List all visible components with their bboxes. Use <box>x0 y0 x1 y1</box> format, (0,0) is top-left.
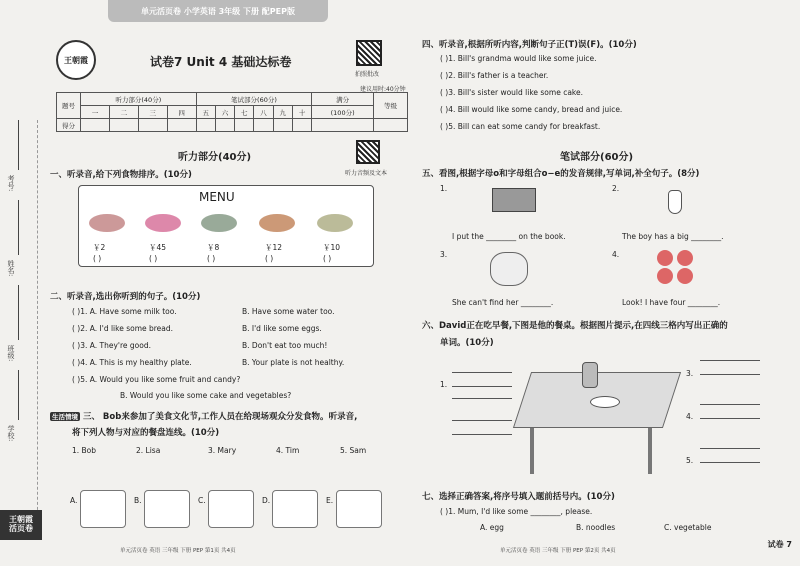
q2-option-b: B. Have some water too. <box>242 307 335 316</box>
table-cell: 三 <box>138 106 167 119</box>
q4-item: ( )5. Bill can eat some candy for breakfast. <box>440 122 601 131</box>
price: ￥12 <box>265 243 283 252</box>
table-leg <box>530 428 534 474</box>
plate-letter: E. <box>326 496 334 505</box>
soup-image <box>317 214 353 232</box>
answer-bracket[interactable]: ( ) <box>265 254 274 263</box>
table-cell: 一 <box>81 106 110 119</box>
footer-left: 单元活页卷 英语 三年级 下册 PEP 第1页 共4页 <box>120 548 236 554</box>
table-cell: 八 <box>254 106 273 119</box>
q6-title: 六、David正在吃早餐,下图是他的餐桌。根据图片提示,在四线三格内写出正确的 <box>422 321 728 331</box>
q5-sentence[interactable]: Look! I have four ________. <box>622 298 721 307</box>
page-title: 试卷7 Unit 4 基础达标卷 <box>150 55 292 69</box>
write-line[interactable] <box>700 418 760 419</box>
qr-caption: 听力音频及文本 <box>345 170 388 177</box>
q5-num: 4. <box>612 250 620 259</box>
dish-image <box>145 214 181 232</box>
q7-option-b[interactable]: B. noodles <box>576 523 616 532</box>
name-label: 姓名: <box>7 260 15 277</box>
table-cell: 五 <box>196 106 215 119</box>
person: 5. Sam <box>340 446 367 455</box>
q7-title: 七、选择正确答案,将序号填入题前括号内。(10分) <box>422 492 615 502</box>
q4-item: ( )1. Bill's grandma would like some juice. <box>440 54 597 63</box>
score-cell[interactable] <box>109 119 138 132</box>
publisher-logo: 王朝霞 <box>56 40 96 80</box>
table-header: 听力部分(40分) <box>81 93 197 106</box>
q3-title-text: 三、 Bob来参加了美食文化节,工作人员在给现场观众分发食物。听录音, <box>82 412 358 422</box>
write-line[interactable] <box>452 372 512 373</box>
q2-option-b: B. Don't eat too much! <box>242 341 328 350</box>
q5-num: 3. <box>440 250 448 259</box>
table-header: 笔试部分(60分) <box>196 93 312 106</box>
top-banner <box>108 0 328 22</box>
table-cell: 二 <box>109 106 138 119</box>
write-line[interactable] <box>452 398 512 399</box>
table-cell: 九 <box>273 106 292 119</box>
plate-a-image[interactable] <box>80 490 126 528</box>
time-note: 建议用时:40分钟 <box>360 86 406 93</box>
table-cell: 六 <box>215 106 234 119</box>
q2-item: ( )2. A. I'd like some bread. <box>72 324 174 333</box>
divider <box>18 200 19 255</box>
answer-bracket[interactable]: ( ) <box>93 254 102 263</box>
q5-title: 五、看图,根据字母o和字母组合o−e的发音规律,写单词,补全句子。(8分) <box>422 169 700 179</box>
plate-c-image[interactable] <box>208 490 254 528</box>
q2-item: ( )3. A. They're good. <box>72 341 151 350</box>
dish-image <box>259 214 295 232</box>
price: ￥2 <box>93 243 106 252</box>
table-header: 满分 <box>312 93 374 106</box>
q3-title <box>50 410 357 422</box>
written-heading: 笔试部分(60分) <box>560 152 634 163</box>
q5-sentence[interactable]: I put the ________ on the book. <box>452 232 566 241</box>
menu-title: MENU <box>199 190 235 204</box>
dish-image <box>201 214 237 232</box>
dog-image <box>490 252 528 286</box>
nose-image <box>668 190 682 214</box>
plate-d-image[interactable] <box>272 490 318 528</box>
school-label: 学校: <box>7 425 15 442</box>
q2-option-b: B. I'd like some eggs. <box>242 324 322 333</box>
score-cell[interactable] <box>254 119 273 132</box>
scenario-tag: 生活情境 <box>52 413 78 421</box>
score-cell[interactable] <box>215 119 234 132</box>
bottle-image <box>582 362 598 388</box>
menu-box <box>78 185 374 267</box>
answer-bracket[interactable]: ( ) <box>323 254 332 263</box>
price: ￥8 <box>207 243 220 252</box>
q2-item: ( )5. A. Would you like some fruit and candy? <box>72 375 241 384</box>
q5-sentence[interactable]: The boy has a big ________. <box>622 232 724 241</box>
score-cell[interactable] <box>196 119 215 132</box>
q7-question: ( )1. Mum, I'd like some ________, please. <box>440 507 593 516</box>
q5-sentence[interactable]: She can't find her ________. <box>452 298 554 307</box>
price: ￥10 <box>323 243 341 252</box>
listening-heading: 听力部分(40分) <box>178 152 252 163</box>
score-cell[interactable] <box>235 119 254 132</box>
write-line[interactable] <box>452 386 512 387</box>
person: 1. Bob <box>72 446 97 455</box>
score-cell[interactable] <box>273 119 292 132</box>
answer-bracket[interactable]: ( ) <box>207 254 216 263</box>
label-3: 3. <box>686 369 694 378</box>
q5-num: 1. <box>440 184 448 193</box>
exam-number-label: 考号: <box>7 175 15 192</box>
write-line[interactable] <box>700 404 760 405</box>
plate-letter: D. <box>262 496 271 505</box>
plate-image <box>590 396 620 408</box>
plate-e-image[interactable] <box>336 490 382 528</box>
q2-option-b: B. Your plate is not healthy. <box>242 358 345 367</box>
left-strip <box>0 120 38 540</box>
plate-letter: B. <box>134 496 142 505</box>
label-5: 5. <box>686 456 694 465</box>
table-cell: (100分) <box>312 106 374 119</box>
label-1: 1. <box>440 380 448 389</box>
q4-item: ( )3. Bill's sister would like some cake. <box>440 88 583 97</box>
table-cell: 四 <box>167 106 196 119</box>
q7-option-a[interactable]: A. egg <box>480 523 504 532</box>
page-badge: 试卷 7 <box>767 540 792 549</box>
q3-title-cont: 将下列人物与对应的餐盘连线。(10分) <box>72 428 220 438</box>
price: ￥45 <box>149 243 167 252</box>
top-banner-text: 单元活页卷 小学英语 3年级 下册 配PEP版 <box>141 6 295 16</box>
label-4: 4. <box>686 412 694 421</box>
class-label: 班级: <box>7 345 15 362</box>
q2-item: ( )4. A. This is my healthy plate. <box>72 358 192 367</box>
table-cell: 十 <box>292 106 311 119</box>
qr-code[interactable] <box>356 140 380 164</box>
table-header: 等级 <box>374 93 408 119</box>
table-cell: 七 <box>235 106 254 119</box>
person: 4. Tim <box>276 446 300 455</box>
write-line[interactable] <box>452 420 512 421</box>
person: 3. Mary <box>208 446 237 455</box>
score-cell[interactable] <box>167 119 196 132</box>
qr-code[interactable] <box>356 40 382 66</box>
write-line[interactable] <box>700 360 760 361</box>
score-cell[interactable] <box>374 119 408 132</box>
q4-title: 四、听录音,根据所听内容,判断句子正(T)误(F)。(10分) <box>422 40 637 50</box>
q4-item: ( )2. Bill's father is a teacher. <box>440 71 549 80</box>
oranges-image <box>655 250 695 286</box>
score-cell[interactable] <box>292 119 311 132</box>
book-image <box>492 188 536 212</box>
plate-letter: C. <box>198 496 206 505</box>
q2-item: ( )1. A. Have some milk too. <box>72 307 177 316</box>
plate-b-image[interactable] <box>144 490 190 528</box>
score-cell[interactable] <box>138 119 167 132</box>
score-cell[interactable] <box>81 119 110 132</box>
person: 2. Lisa <box>136 446 161 455</box>
q1-title: 一、听录音,给下列食物排序。(10分) <box>50 170 192 180</box>
q2-option-b: B. Would you like some cake and vegetables? <box>120 391 292 400</box>
qr-caption: 拍照批改 <box>355 71 380 78</box>
table-header: 题号 <box>57 93 81 119</box>
write-line[interactable] <box>700 462 760 463</box>
divider <box>18 285 19 340</box>
footer-right: 单元活页卷 英语 三年级 下册 PEP 第2页 共4页 <box>500 548 616 554</box>
score-table <box>56 92 408 132</box>
plate-letter: A. <box>70 496 78 505</box>
q7-option-c[interactable]: C. vegetable <box>664 523 712 532</box>
q6-title-cont: 单词。(10分) <box>440 338 494 348</box>
answer-bracket[interactable]: ( ) <box>149 254 158 263</box>
corner-logo: 王朝霞 活页卷 <box>0 510 42 540</box>
table-leg <box>648 428 652 474</box>
q5-num: 2. <box>612 184 620 193</box>
score-cell[interactable] <box>312 119 374 132</box>
noodles-image <box>89 214 125 232</box>
table-cell: 得分 <box>57 119 81 132</box>
divider <box>18 120 19 170</box>
q4-item: ( )4. Bill would like some candy, bread and juice. <box>440 105 623 114</box>
write-line[interactable] <box>700 374 760 375</box>
divider <box>18 370 19 420</box>
q2-title: 二、听录音,选出你听到的句子。(10分) <box>50 292 201 302</box>
write-line[interactable] <box>452 434 512 435</box>
write-line[interactable] <box>700 448 760 449</box>
